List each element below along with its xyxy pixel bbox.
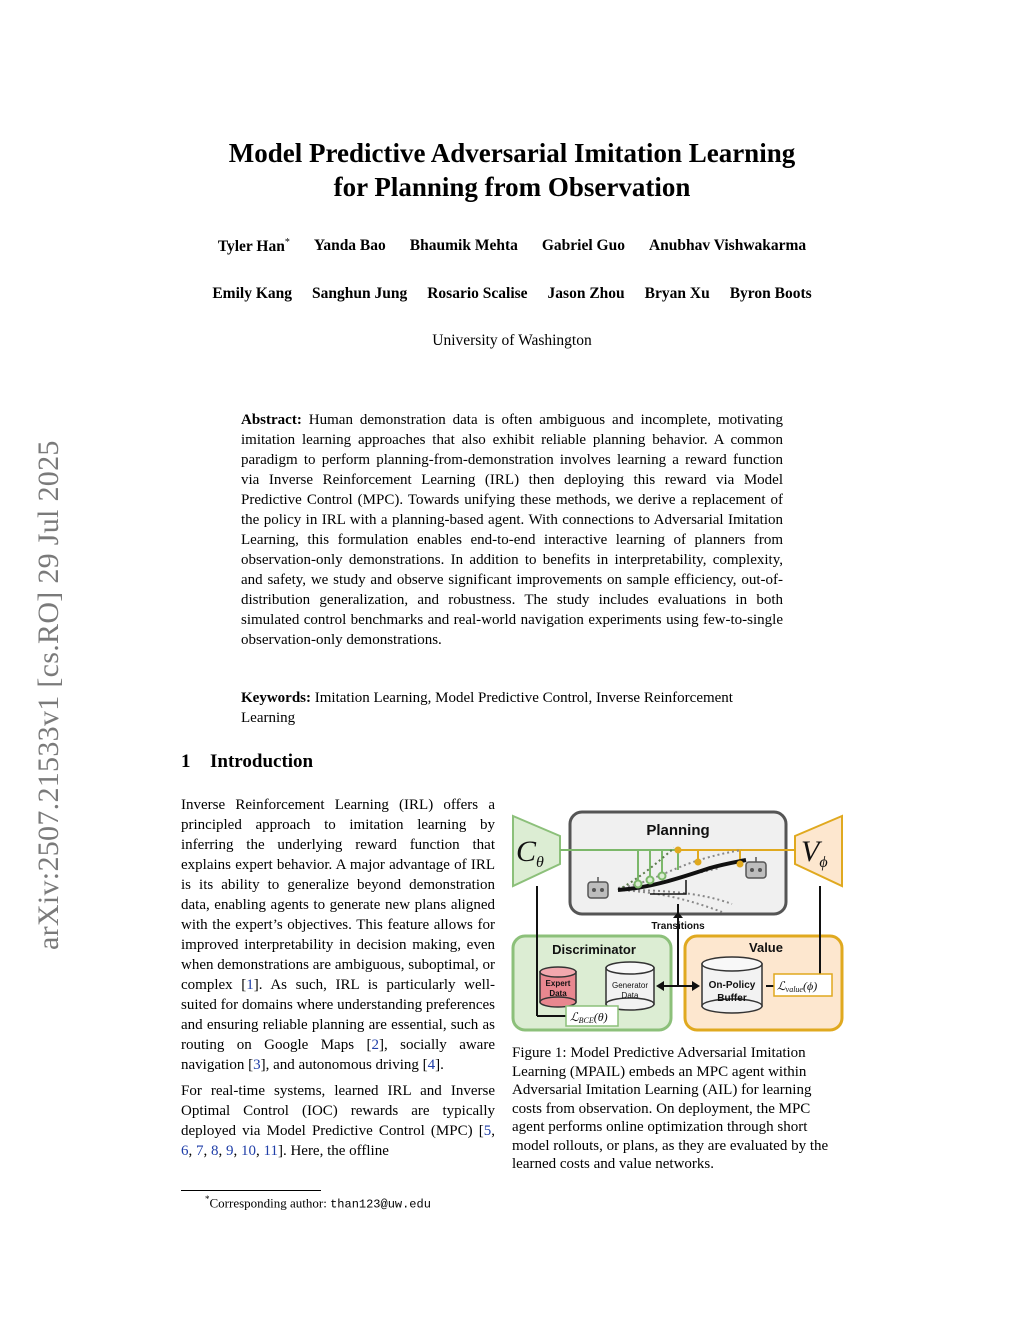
paper-title xyxy=(150,136,874,204)
citation-link[interactable]: 1 xyxy=(246,977,254,993)
citation-link[interactable]: 2 xyxy=(371,1037,379,1053)
author: Byron Boots xyxy=(729,285,812,302)
author: Emily Kang xyxy=(212,285,293,302)
author: Bryan Xu xyxy=(644,285,710,302)
author: Anubhav Vishwakarma xyxy=(648,237,807,254)
arxiv-identifier: arXiv:2507.21533v1 [cs.RO] 29 Jul 2025 xyxy=(32,440,65,950)
intro-paragraph-1: Inverse Reinforcement Learning (IRL) offers a principled approach to imitation learning by inferring the underlying reward function that explains expert behavior. A major advantage of IRL is its ability to generalize beyond demonstration data, enabling agents to generate new plans aligned with the expert’s objectives. This feature allows for improved interpretability in decision making, even when demonstrations are ambiguous, suboptimal, or complex [1]. As such, IRL is particularly well-suited for domains where understanding preferences and ensuring reliable planning are essential, such as routing on Google Maps [2], socially aware navigation [3], and autonomous driving [4]. xyxy=(181,797,495,1073)
author: Gabriel Guo xyxy=(541,237,625,254)
introduction-text xyxy=(181,795,495,1161)
svg-text:ℒvalue(ϕ): ℒvalue(ϕ) xyxy=(777,979,818,994)
discriminator-label: Discriminator xyxy=(552,942,636,957)
citation-link[interactable]: 11 xyxy=(263,1143,278,1159)
keywords-text: Imitation Learning, Model Predictive Control, Inverse Reinforcement Learning xyxy=(241,690,733,726)
keywords xyxy=(241,688,783,728)
title-line-2: for Planning from Observation xyxy=(333,172,691,202)
author-email[interactable]: than123@uw.edu xyxy=(330,1197,431,1212)
generator-data-cylinder xyxy=(606,962,654,1010)
title-line-1: Model Predictive Adversarial Imitation Learning xyxy=(228,138,796,168)
citation-link[interactable]: 5 xyxy=(483,1123,492,1139)
citation-link[interactable]: 6 xyxy=(181,1143,189,1159)
author: Tyler Han* xyxy=(217,237,290,256)
author: Jason Zhou xyxy=(547,285,625,302)
citation-link[interactable]: 10 xyxy=(241,1143,256,1159)
citation-link[interactable]: 4 xyxy=(427,1057,436,1073)
figure-caption: Figure 1: Model Predictive Adversarial Imitation Learning (MPAIL) embeds an MPC agent within Adversarial Imitation Learning (AIL) for learning costs from observation. On deployment, the MPC agent performs online optimization through short model rollouts, or plans, as they are evaluated by the learned costs and value networks. xyxy=(512,1045,829,1172)
authors-row-2 xyxy=(160,285,864,303)
on-policy-buffer-cylinder xyxy=(702,957,762,1013)
author: Sanghun Jung xyxy=(312,285,408,302)
bce-loss-box xyxy=(566,1006,618,1026)
citation-link[interactable]: 9 xyxy=(226,1143,234,1159)
keywords-label: Keywords: xyxy=(241,690,311,706)
citation-link[interactable]: 8 xyxy=(211,1143,219,1159)
svg-text:Generator: Generator xyxy=(611,981,649,990)
section-title: Introduction xyxy=(210,751,314,772)
author: Bhaumik Mehta xyxy=(409,237,518,254)
citation-link[interactable]: 3 xyxy=(253,1057,261,1073)
corresponding-mark: * xyxy=(284,237,290,248)
svg-text:ℒBCE(θ): ℒBCE(θ) xyxy=(570,1010,608,1025)
abstract xyxy=(241,410,783,650)
intro-paragraph-2: For real-time systems, learned IRL and Inverse Optimal Control (IOC) rewards are typically deployed via Model Predictive Control (MPC) [5, 6, 7, 8, 9, 10, 11]. Here, the offline xyxy=(181,1083,495,1159)
svg-text:Buffer: Buffer xyxy=(717,993,747,1004)
footnote-rule xyxy=(181,1190,321,1191)
value-loss-box xyxy=(774,974,832,996)
citation-link[interactable]: 7 xyxy=(196,1143,204,1159)
author: Rosario Scalise xyxy=(427,285,528,302)
footnote xyxy=(205,1194,431,1211)
planning-label: Planning xyxy=(646,822,710,839)
transitions-label: Transitions xyxy=(651,921,705,932)
svg-text:Data: Data xyxy=(549,989,567,998)
value-label: Value xyxy=(749,940,783,955)
abstract-text: Human demonstration data is often ambiguous and incomplete, motivating imitation learning approaches that also exhibit reliable planning behavior. A common paradigm to perform planning-from-demonstration involves learning a reward function via Inverse Reinforcement Learning (IRL) then deploying this reward via Model Predictive Control (MPC). Towards unifying these methods, we derive a replacement of the policy in IRL with a planning-based agent. With connections to Adversarial Imitation Learning, this formulation enables end-to-end interactive learning of planners from observation-only demonstrations. In addition to benefits in interpretability, complexity, and safety, we study and observe significant improvements on sample efficiency, out-of-distribution generalization, and robustness. The study includes evaluations in both simulated control benchmarks and real-world navigation experiments using few-to-single observation-only demonstrations. xyxy=(241,412,783,648)
affiliation: University of Washington xyxy=(432,332,592,349)
svg-text:Data: Data xyxy=(621,991,639,1000)
footnote-mark: * xyxy=(205,1194,210,1204)
section-heading xyxy=(181,751,313,773)
figure-1-diagram xyxy=(510,808,846,1034)
svg-text:Expert: Expert xyxy=(545,979,571,988)
authors-row-1 xyxy=(160,237,864,256)
section-number: 1 xyxy=(181,751,191,772)
abstract-label: Abstract: xyxy=(241,412,302,428)
value-symbol: $V_\phi$ xyxy=(801,835,828,871)
author: Yanda Bao xyxy=(313,237,386,254)
cost-symbol: $C_\theta$ xyxy=(516,835,544,871)
footnote-text: Corresponding author: xyxy=(209,1195,331,1211)
expert-data-cylinder xyxy=(540,967,576,1007)
svg-text:On-Policy: On-Policy xyxy=(708,980,756,991)
